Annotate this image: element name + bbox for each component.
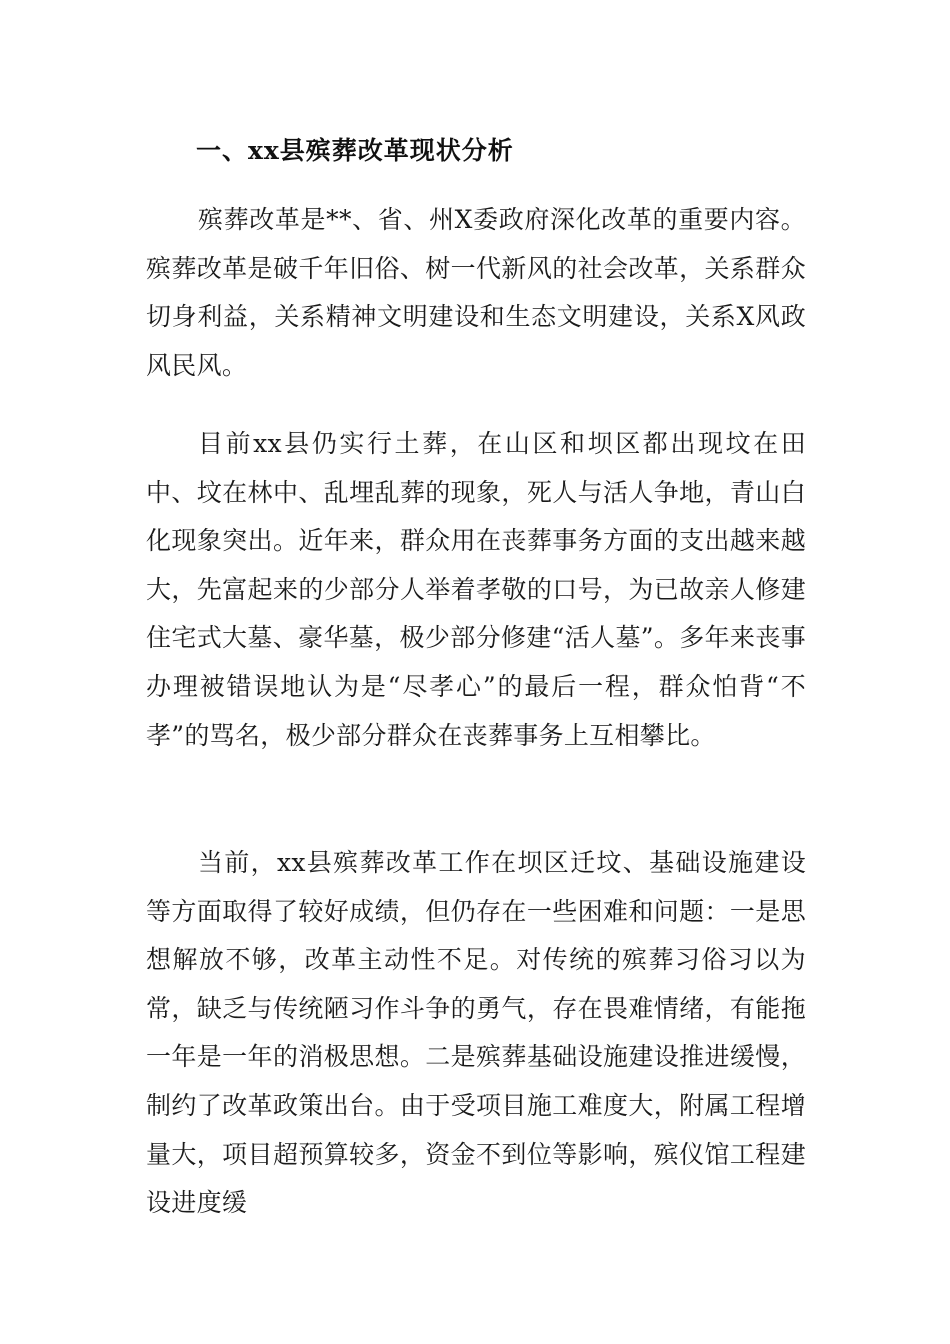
- paragraph-1: 殡葬改革是**、省、州X委政府深化改革的重要内容。殡葬改革是破千年旧俗、树一代新风的社会改革，关系群众切身利益，关系精神文明建设和生态文明建设，关系X风政风民风。: [146, 205, 806, 380]
- paragraph-3: 当前，xx县殡葬改革工作在坝区迁坟、基础设施建设等方面取得了较好成绩，但仍存在一些困难和问题：一是思想解放不够，改革主动性不足。对传统的殡葬习俗习以为常，缺乏与传统陋习作斗争的勇气，存在畏难情绪，有能拖一年是一年的消极思想。二是殡葬基础设施建设推进缓慢，制约了改革政策出台。由于受项目施工难度大，附属工程增量大，项目超预算较多，资金不到位等影响，殡仪馆工程建设进度缓: [146, 848, 806, 1218]
- paragraph-2: 目前xx县仍实行土葬，在山区和坝区都出现坟在田中、坟在林中、乱埋乱葬的现象，死人与活人争地，青山白化现象突出。近年来，群众用在丧葬事务方面的支出越来越大，先富起来的少部分人举着孝敬的口号，为已故亲人修建住宅式大墓、豪华墓，极少部分修建“活人墓”。多年来丧事办理被错误地认为是“尽孝心”的最后一程，群众怕背“不孝”的骂名，极少部分群众在丧葬事务上互相攀比。: [146, 429, 806, 750]
- section-heading: 一、xx县殡葬改革现状分析: [196, 136, 514, 165]
